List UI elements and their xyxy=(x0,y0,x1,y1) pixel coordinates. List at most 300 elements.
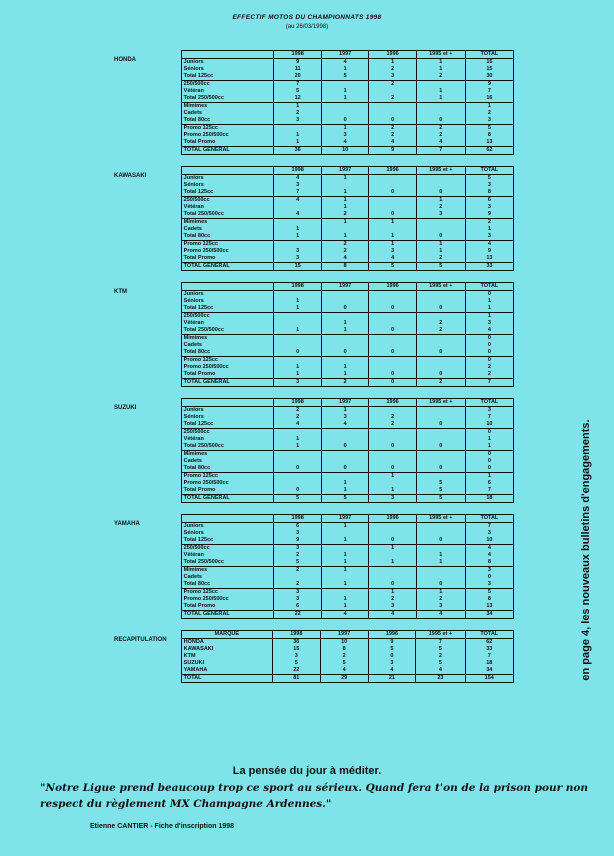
cell-value xyxy=(321,451,368,459)
cell-value: 1 xyxy=(416,88,465,95)
cell-value xyxy=(369,523,416,531)
row-label: Total 250/500cc xyxy=(181,327,274,335)
cell-value xyxy=(274,451,321,459)
cell-value: 18 xyxy=(486,660,493,666)
cell-value xyxy=(416,523,465,531)
cell-value: 0 xyxy=(369,349,416,357)
row-label: Promo 125cc xyxy=(181,473,274,481)
cell-value: 9 xyxy=(274,537,321,545)
cell-value: 3 xyxy=(274,255,321,263)
cell-value xyxy=(321,335,368,343)
cell-value: 2 xyxy=(369,125,416,133)
table-row xyxy=(181,335,513,343)
brand-name: SUZUKI xyxy=(114,405,137,411)
header-cell xyxy=(181,51,274,59)
cell-value: 2 xyxy=(369,421,416,429)
cell-value: 2 xyxy=(487,364,491,370)
row-label: Promo 250/500cc xyxy=(181,364,274,371)
header-row xyxy=(181,283,513,291)
cell-value: 2 xyxy=(369,66,416,73)
cell-value: 2 xyxy=(274,581,321,589)
cell-value: 0 xyxy=(465,357,513,365)
row-label: Cadets xyxy=(181,110,274,117)
cell-value: 15 xyxy=(486,66,493,72)
cell-value: 5 xyxy=(274,88,321,95)
cell-value xyxy=(274,320,321,327)
table-row xyxy=(181,660,513,667)
cell-value: 4 xyxy=(274,197,321,205)
cell-value: 4 xyxy=(321,139,368,147)
cell-value: 4 xyxy=(274,211,321,219)
row-label: Total Promo xyxy=(181,603,274,611)
row-label: KTM xyxy=(181,653,272,660)
cell-value xyxy=(416,458,465,465)
cell-value: 2 xyxy=(416,204,465,211)
cell-value xyxy=(274,204,321,211)
cell-value: 10 xyxy=(321,147,368,155)
table-row xyxy=(181,327,513,335)
column-header: 1995 et + xyxy=(416,167,465,175)
row-label: 250/500cc xyxy=(181,313,274,321)
cell-value: 1 xyxy=(321,204,368,211)
table-row xyxy=(181,567,513,575)
column-header: 1997 xyxy=(321,515,368,523)
cell-value: 10 xyxy=(486,421,493,427)
cell-value xyxy=(369,182,416,189)
cell-value: 7 xyxy=(274,189,321,197)
document-subtitle: (au 26/03/1998) xyxy=(285,24,329,30)
cell-value: 0 xyxy=(369,465,416,473)
cell-value: 0 xyxy=(416,305,465,313)
cell-value: 3 xyxy=(487,320,491,326)
cell-value: 8 xyxy=(321,263,368,271)
row-label: Promo 250/500cc xyxy=(181,596,274,603)
row-label: TOTAL GENERAL xyxy=(181,147,274,155)
table-row xyxy=(181,407,513,415)
stats-table xyxy=(181,630,514,683)
row-label: Vétéran xyxy=(181,436,274,443)
cell-value: 7 xyxy=(487,523,491,529)
row-label: Total 250/500cc xyxy=(181,559,274,567)
cell-value: 3 xyxy=(321,132,368,139)
cell-value: 1 xyxy=(321,197,368,205)
cell-value: 1 xyxy=(321,175,368,183)
cell-value: 2 xyxy=(320,653,368,660)
cell-value: 5 xyxy=(416,487,465,495)
cell-value: 2 xyxy=(416,379,465,387)
cell-value: 1 xyxy=(321,66,368,73)
cell-value xyxy=(274,574,321,581)
cell-value xyxy=(416,342,465,349)
cell-value xyxy=(369,458,416,465)
cell-value: 3 xyxy=(274,530,321,537)
cell-value: 3 xyxy=(369,603,416,611)
cell-value: 3 xyxy=(487,407,491,413)
stats-table xyxy=(181,514,514,619)
cell-value xyxy=(369,88,416,95)
cell-value: 0 xyxy=(465,451,513,459)
cell-value xyxy=(369,342,416,349)
cell-value xyxy=(369,320,416,327)
cell-value: 0 xyxy=(369,305,416,313)
total-row xyxy=(181,263,513,271)
table-row xyxy=(181,523,513,531)
cell-value xyxy=(321,342,368,349)
cell-value: 5 xyxy=(465,125,513,133)
cell-value: 1 xyxy=(321,364,368,371)
cell-value: 81 xyxy=(272,675,320,683)
cell-value: 0 xyxy=(321,465,368,473)
column-header: 1997 xyxy=(321,51,368,59)
cell-value: 0 xyxy=(369,211,416,219)
cell-value: 5 xyxy=(416,495,465,503)
cell-value: 3 xyxy=(416,603,465,611)
cell-value xyxy=(274,429,321,437)
cell-value: 0 xyxy=(369,581,416,589)
header-cell xyxy=(181,283,274,291)
cell-value: 5 xyxy=(416,263,465,271)
row-label: Vétéran xyxy=(181,88,274,95)
cell-value xyxy=(369,313,416,321)
brand-name: HONDA xyxy=(114,57,136,63)
cell-value xyxy=(416,414,465,421)
cell-value: 3 xyxy=(274,596,321,603)
cell-value xyxy=(416,451,465,459)
cell-value: 7 xyxy=(487,414,491,420)
column-header: 1997 xyxy=(321,283,368,291)
row-label: Vétéran xyxy=(181,320,274,327)
cell-value: 0 xyxy=(416,465,465,473)
row-label: Total 125cc xyxy=(181,305,274,313)
cell-value: 1 xyxy=(321,125,368,133)
table-row xyxy=(181,175,513,183)
cell-value: 9 xyxy=(369,147,416,155)
cell-value: 1 xyxy=(487,305,491,311)
brand-block xyxy=(112,514,514,619)
pensee-quote: "Notre Ligue prend beaucoup trop ce sport au sérieux. Quand fera t'on de la prison pour non respect du règlement MX Champagne Ardennes." xyxy=(40,782,589,810)
cell-value: 1 xyxy=(369,559,416,567)
row-label: HONDA xyxy=(181,639,272,647)
cell-value: 9 xyxy=(487,211,491,217)
cell-value: 0 xyxy=(416,421,465,429)
cell-value: 4 xyxy=(274,175,321,183)
row-label: 250/500cc xyxy=(181,81,274,89)
cell-value: 2 xyxy=(321,248,368,255)
column-header: 1998 xyxy=(274,515,321,523)
column-header: 1996 xyxy=(369,51,416,59)
cell-value: 3 xyxy=(369,248,416,255)
cell-value xyxy=(369,291,416,299)
cell-value xyxy=(369,175,416,183)
cell-value: 1 xyxy=(274,443,321,451)
header-row xyxy=(181,51,513,59)
cell-value: 0 xyxy=(369,379,416,387)
cell-value: 154 xyxy=(465,675,514,683)
cell-value xyxy=(321,291,368,299)
cell-value xyxy=(369,197,416,205)
table-row xyxy=(181,653,513,660)
row-label: Séniors xyxy=(181,298,274,305)
cell-value xyxy=(416,335,465,343)
cell-value: 1 xyxy=(369,487,416,495)
brand-name: KTM xyxy=(114,289,127,295)
cell-value: 1 xyxy=(274,371,321,379)
cell-value: 4 xyxy=(487,327,491,333)
cell-value: 0 xyxy=(369,371,416,379)
cell-value: 1 xyxy=(321,537,368,545)
table-row xyxy=(181,313,513,321)
table-row xyxy=(181,197,513,205)
cell-value: 1 xyxy=(274,364,321,371)
row-label: Total 125cc xyxy=(181,189,274,197)
cell-value: 1 xyxy=(487,443,491,449)
cell-value: 1 xyxy=(416,552,465,559)
table-row xyxy=(181,255,513,263)
cell-value: 1 xyxy=(416,95,465,103)
cell-value xyxy=(416,110,465,117)
cell-value: 13 xyxy=(486,255,493,261)
column-header: TOTAL xyxy=(465,631,514,639)
cell-value: 1 xyxy=(369,545,416,553)
cell-value: 2 xyxy=(416,125,465,133)
cell-value: 5 xyxy=(274,495,321,503)
row-label: Total 80cc xyxy=(181,349,274,357)
row-label: Mimimes xyxy=(181,219,274,227)
table-row xyxy=(181,233,513,241)
cell-value: 3 xyxy=(416,211,465,219)
document-title: EFFECTIF MOTOS DU CHAMPIONNATS 1998 xyxy=(232,14,382,21)
total-row xyxy=(181,379,513,387)
table-row xyxy=(181,465,513,473)
cell-value: 3 xyxy=(272,653,320,660)
row-label: Total 250/500cc xyxy=(181,95,274,103)
cell-value xyxy=(416,357,465,365)
header-row xyxy=(181,399,513,407)
cell-value: 0 xyxy=(416,537,465,545)
cell-value: 4 xyxy=(465,545,513,553)
table-row xyxy=(181,436,513,443)
row-label: Cadets xyxy=(181,226,274,233)
cell-value: 9 xyxy=(274,59,321,67)
cell-value xyxy=(416,226,465,233)
cell-value: 2 xyxy=(416,653,465,660)
table-row xyxy=(181,132,513,139)
cell-value: 3 xyxy=(487,182,491,188)
cell-value: 2 xyxy=(274,110,321,117)
row-label: TOTAL GENERAL xyxy=(181,611,274,619)
cell-value: 2 xyxy=(274,552,321,559)
cell-value: 0 xyxy=(487,465,491,471)
table-row xyxy=(181,473,513,481)
cell-value: 1 xyxy=(321,189,368,197)
cell-value xyxy=(369,407,416,415)
cell-value: 1 xyxy=(369,59,416,67)
row-label: Promo 125cc xyxy=(181,589,274,597)
row-label: Total 80cc xyxy=(181,465,274,473)
cell-value: 4 xyxy=(320,667,368,675)
cell-value xyxy=(369,226,416,233)
cell-value: 5 xyxy=(416,646,465,653)
table-row xyxy=(181,487,513,495)
cell-value: 7 xyxy=(487,487,491,493)
cell-value: 1 xyxy=(274,132,321,139)
table-row xyxy=(181,320,513,327)
total-row xyxy=(181,675,513,683)
cell-value: 9 xyxy=(487,248,491,254)
cell-value xyxy=(321,81,368,89)
cell-value: 1 xyxy=(416,59,465,67)
cell-value: 3 xyxy=(487,530,491,536)
cell-value: 2 xyxy=(274,407,321,415)
total-row xyxy=(181,147,513,155)
cell-value xyxy=(416,313,465,321)
cell-value: 4 xyxy=(321,59,368,67)
cell-value: 36 xyxy=(272,639,320,647)
cell-value: 1 xyxy=(321,371,368,379)
cell-value: 2 xyxy=(369,95,416,103)
cell-value: 15 xyxy=(274,263,321,271)
cell-value: 1 xyxy=(274,226,321,233)
column-header: 1996 xyxy=(369,515,416,523)
column-header: 1998 xyxy=(274,399,321,407)
cell-value: 1 xyxy=(321,523,368,531)
cell-value: 1 xyxy=(465,313,513,321)
cell-value: 11 xyxy=(274,66,321,73)
cell-value: 3 xyxy=(274,117,321,125)
cell-value: 4 xyxy=(321,421,368,429)
cell-value: 4 xyxy=(465,241,513,249)
cell-value: 3 xyxy=(274,589,321,597)
cell-value: 5 xyxy=(272,660,320,667)
cell-value: 22 xyxy=(272,667,320,675)
row-label: SUZUKI xyxy=(181,660,272,667)
cell-value: 1 xyxy=(416,66,465,73)
cell-value: 1 xyxy=(321,320,368,327)
table-row xyxy=(181,59,513,67)
cell-value: 15 xyxy=(486,59,493,65)
table-row xyxy=(181,110,513,117)
stats-sheet xyxy=(112,50,514,694)
column-header: 1998 xyxy=(274,283,321,291)
cell-value: 1 xyxy=(416,559,465,567)
row-label: Séniors xyxy=(181,530,274,537)
cell-value xyxy=(369,364,416,371)
cell-value: 4 xyxy=(321,611,368,619)
table-row xyxy=(181,603,513,611)
table-row xyxy=(181,305,513,313)
column-header: 1997 xyxy=(321,399,368,407)
column-header: 1997 xyxy=(320,631,368,639)
cell-value: 1 xyxy=(274,298,321,305)
cell-value: 2 xyxy=(369,132,416,139)
column-header: 1998 xyxy=(274,51,321,59)
cell-value xyxy=(274,125,321,133)
cell-value xyxy=(274,480,321,487)
cell-value: 8 xyxy=(487,559,491,565)
cell-value xyxy=(416,182,465,189)
cell-value: 0 xyxy=(487,291,491,297)
cell-value: 3 xyxy=(487,581,491,587)
column-header: TOTAL xyxy=(465,283,513,291)
table-row xyxy=(181,357,513,365)
row-label: Total 125cc xyxy=(181,73,274,81)
table-row xyxy=(181,248,513,255)
column-header: 1995 et + xyxy=(416,399,465,407)
column-header: 1998 xyxy=(274,167,321,175)
cell-value: 0 xyxy=(465,429,513,437)
cell-value: 20 xyxy=(274,73,321,81)
cell-value: 0 xyxy=(321,117,368,125)
cell-value xyxy=(369,436,416,443)
table-row xyxy=(181,559,513,567)
table-row xyxy=(181,530,513,537)
total-row xyxy=(181,611,513,619)
row-label: Total 80cc xyxy=(181,117,274,125)
cell-value: 6 xyxy=(487,480,491,486)
cell-value: 0 xyxy=(274,465,321,473)
cell-value xyxy=(369,103,416,111)
cell-value: 9 xyxy=(368,639,416,647)
table-row xyxy=(181,639,513,647)
cell-value xyxy=(416,298,465,305)
cell-value: 5 xyxy=(416,480,465,487)
cell-value: 2 xyxy=(416,320,465,327)
row-label: 250/500cc xyxy=(181,197,274,205)
cell-value: 34 xyxy=(465,611,513,619)
cell-value: 2 xyxy=(369,414,416,421)
brand-name: KAWASAKI xyxy=(114,173,147,179)
row-label: Total 250/500cc xyxy=(181,443,274,451)
table-row xyxy=(181,545,513,553)
brand-block xyxy=(112,282,514,387)
row-label: Promo 250/500cc xyxy=(181,248,274,255)
table-row xyxy=(181,364,513,371)
cell-value: 0 xyxy=(416,117,465,125)
cell-value: 2 xyxy=(274,414,321,421)
cell-value: 7 xyxy=(274,81,321,89)
cell-value xyxy=(416,473,465,481)
cell-value: 4 xyxy=(369,611,416,619)
row-label: Promo 125cc xyxy=(181,125,274,133)
cell-value: 1 xyxy=(274,436,321,443)
row-label: Juniors xyxy=(181,59,274,67)
cell-value xyxy=(321,530,368,537)
row-label: Juniors xyxy=(181,175,274,183)
column-header: TOTAL xyxy=(465,399,513,407)
cell-value xyxy=(321,574,368,581)
cell-value: 1 xyxy=(369,241,416,249)
table-row xyxy=(181,596,513,603)
cell-value: 0 xyxy=(369,443,416,451)
cell-value: 1 xyxy=(274,305,321,313)
cell-value: 2 xyxy=(487,110,491,116)
cell-value: 4 xyxy=(416,611,465,619)
cell-value xyxy=(416,545,465,553)
brand-block xyxy=(112,398,514,503)
cell-value xyxy=(369,480,416,487)
row-label: 250/500cc xyxy=(181,429,274,437)
cell-value: 1 xyxy=(321,327,368,335)
table-row xyxy=(181,103,513,111)
table-row xyxy=(181,226,513,233)
cell-value: 3 xyxy=(368,660,416,667)
header-cell xyxy=(181,515,274,523)
cell-value xyxy=(416,567,465,575)
cell-value: 1 xyxy=(416,241,465,249)
cell-value xyxy=(369,567,416,575)
cell-value: 0 xyxy=(321,443,368,451)
cell-value xyxy=(274,473,321,481)
